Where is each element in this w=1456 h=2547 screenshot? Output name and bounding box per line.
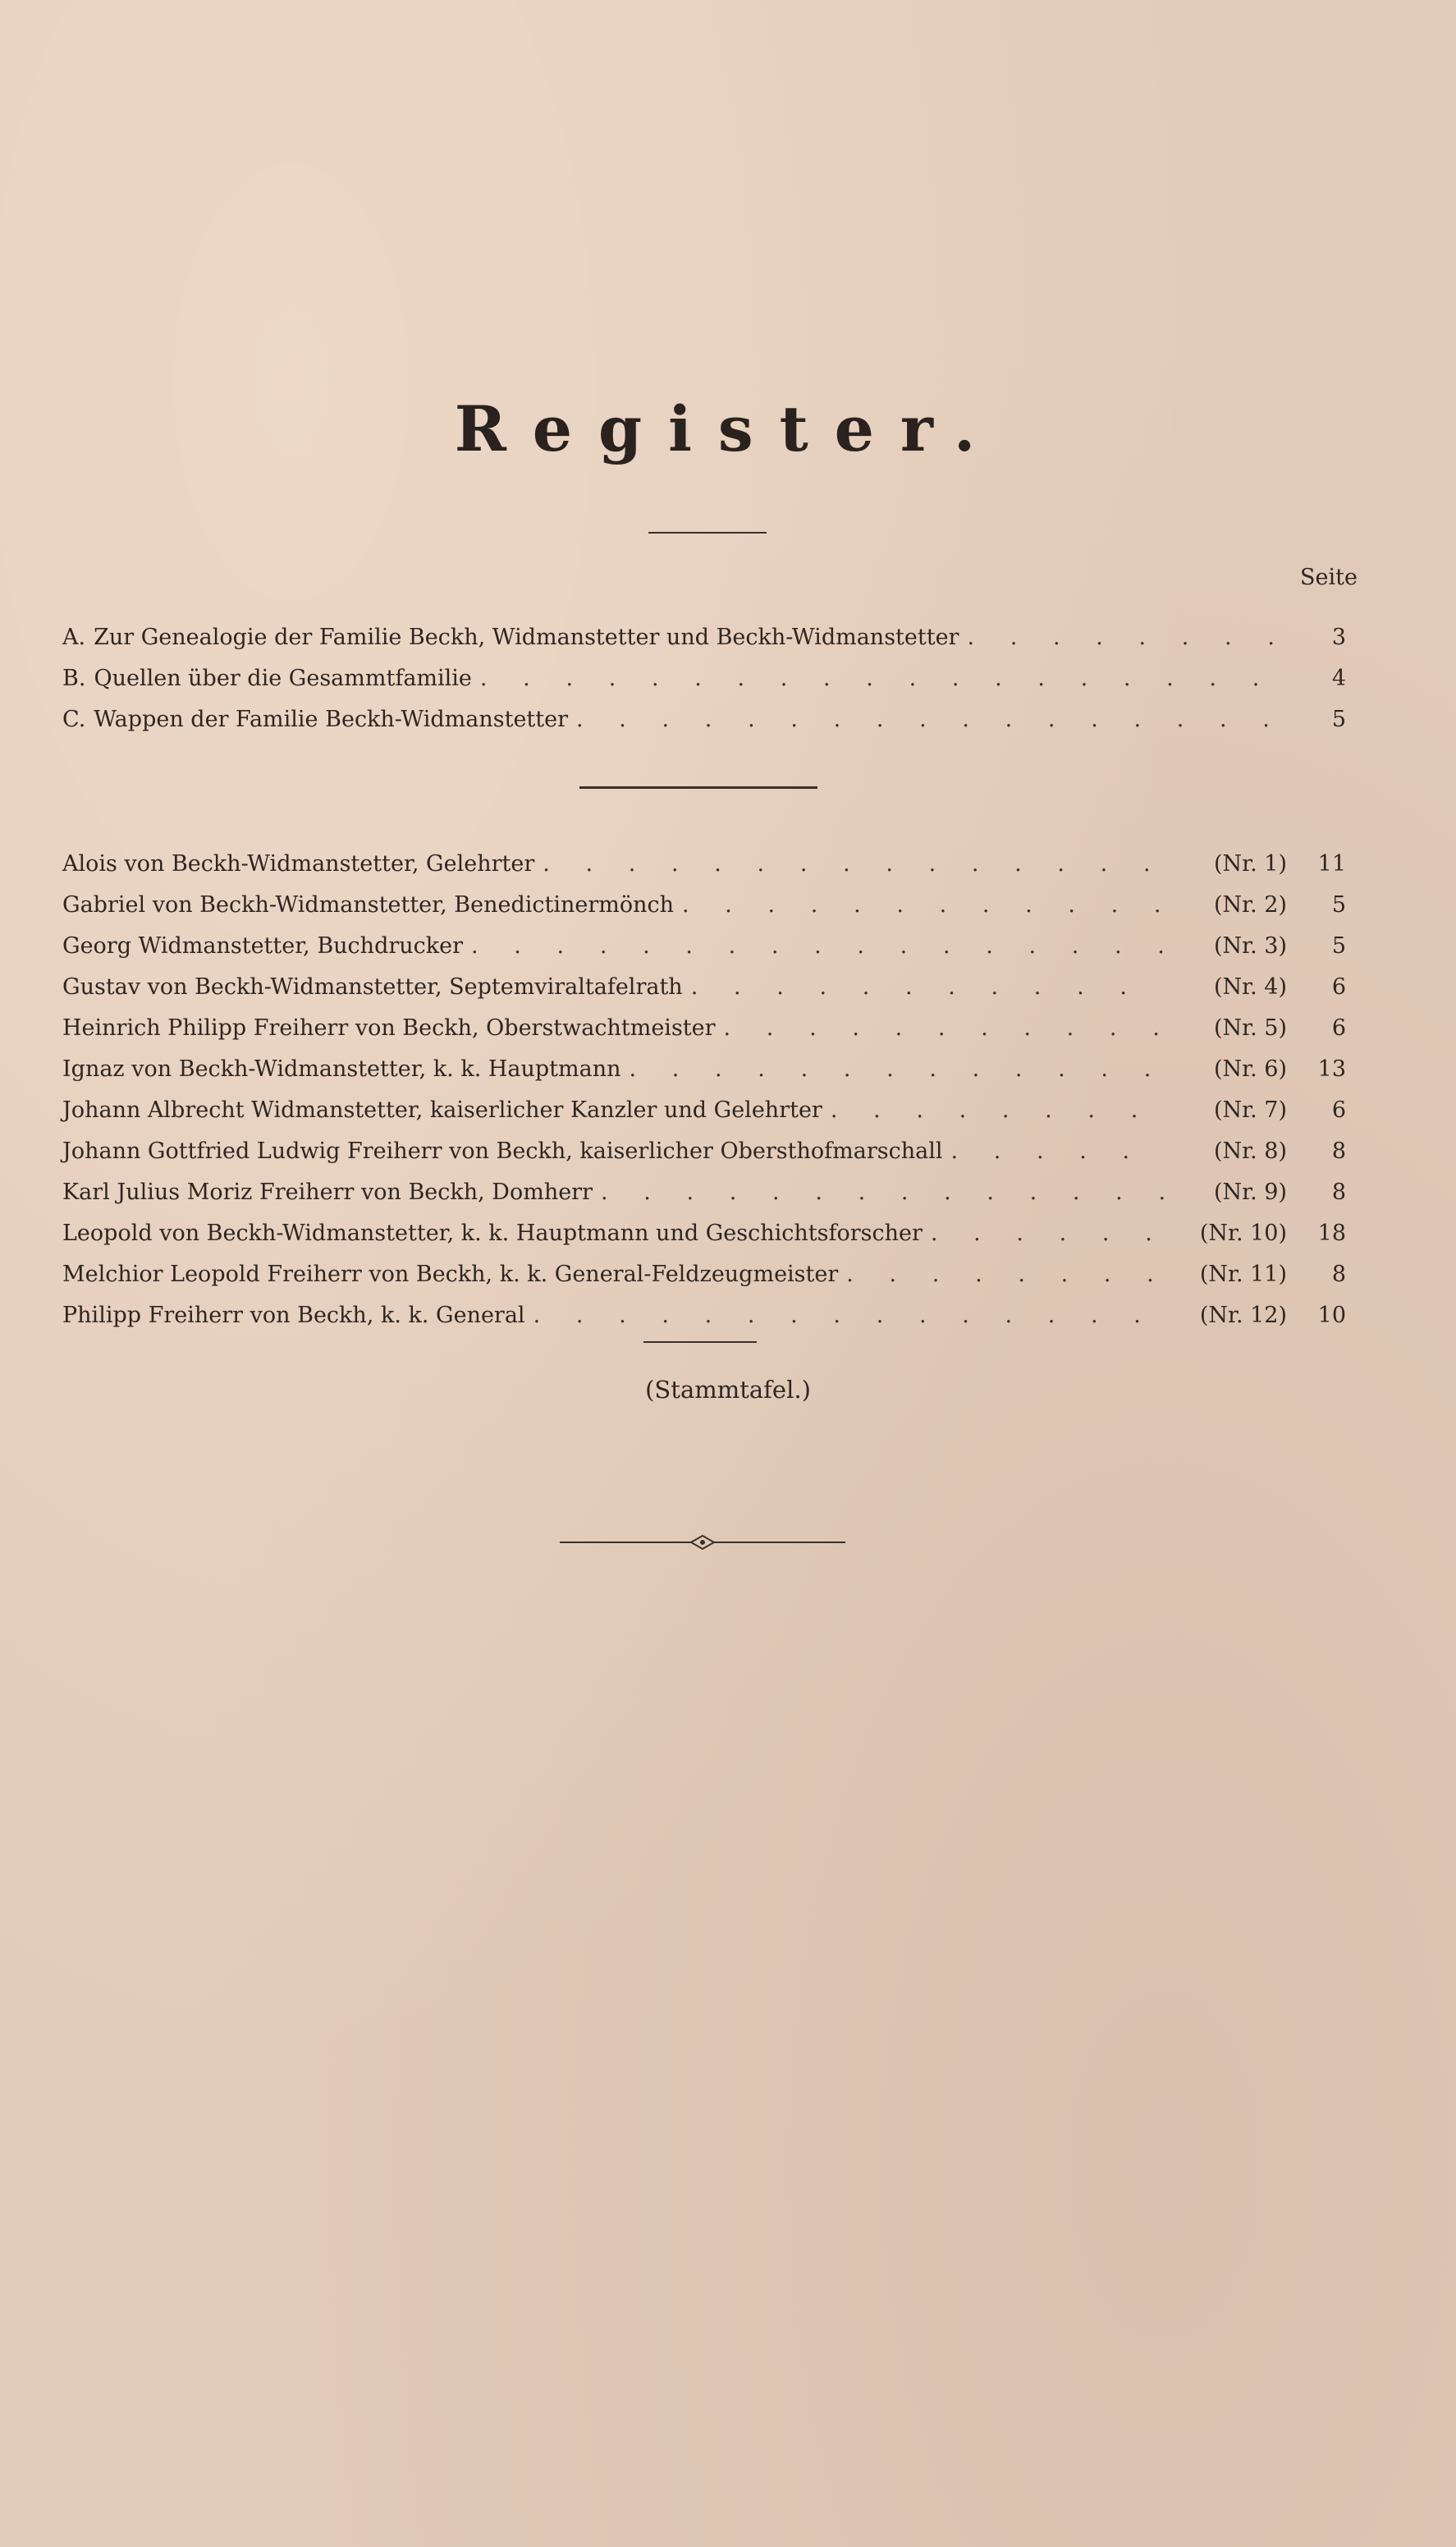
person-page: 13 [1317,1056,1346,1082]
title-divider [648,532,767,534]
person-page: 5 [1331,892,1346,918]
person-number: (Nr. 11) [1199,1262,1287,1287]
person-page: 6 [1331,1015,1346,1041]
page-column-header: Seite [1300,565,1358,590]
person-entry [62,1090,1346,1131]
person-name: Gustav von Beckh-Widmanstetter, Septemviraltafelrath [62,974,683,1000]
person-page: 5 [1331,933,1346,959]
section-entry [62,658,1346,699]
section-letter: C. [62,707,86,732]
leader-dots [846,1254,1164,1295]
person-name: Leopold von Beckh-Widmanstetter, k. k. Hauptmann und Geschichtsforscher [62,1221,923,1246]
person-entry [62,1254,1346,1295]
section-page: 5 [1331,707,1346,732]
person-entry [62,1172,1346,1213]
person-number: (Nr. 4) [1214,974,1287,1000]
person-entry [62,885,1346,926]
person-page: 6 [1331,974,1346,1000]
person-page: 8 [1331,1262,1346,1287]
person-name: Johann Gottfried Ludwig Freiherr von Beckh, kaiserlicher Obersthofmarschall [62,1138,943,1164]
person-page: 8 [1331,1180,1346,1205]
leader-dots [682,885,1164,926]
person-page: 8 [1331,1138,1346,1164]
person-name: Philipp Freiherr von Beckh, k. k. General [62,1303,525,1328]
leader-dots [533,1295,1164,1336]
person-page: 10 [1317,1303,1346,1328]
person-entry [62,844,1346,885]
persons-list [62,844,1346,1336]
person-name: Karl Julius Moriz Freiherr von Beckh, Domherr [62,1180,593,1205]
person-name: Ignaz von Beckh-Widmanstetter, k. k. Hauptmann [62,1056,621,1082]
leader-dots [601,1172,1164,1213]
person-number: (Nr. 5) [1214,1015,1287,1041]
person-number: (Nr. 10) [1199,1221,1287,1246]
section-title: Zur Genealogie der Familie Beckh, Widmanstetter und Beckh-Widmanstetter [94,625,959,650]
person-name: Melchior Leopold Freiherr von Beckh, k. k. General-Feldzeugmeister [62,1262,839,1287]
person-number: (Nr. 7) [1214,1097,1287,1123]
section-letter: B. [62,666,86,691]
person-name: Johann Albrecht Widmanstetter, kaiserlicher Kanzler und Gelehrter [62,1097,822,1123]
person-number: (Nr. 6) [1214,1056,1287,1082]
person-entry [62,1131,1346,1172]
leader-dots [480,658,1279,699]
section-title: Quellen über die Gesammtfamilie [94,666,472,691]
person-entry [62,1213,1346,1254]
sections-list [62,617,1346,740]
person-entry [62,1049,1346,1090]
person-number: (Nr. 12) [1199,1303,1287,1328]
person-number: (Nr. 1) [1214,851,1287,877]
section-entry [62,699,1346,740]
leader-dots [967,617,1279,658]
leader-dots [543,844,1164,885]
person-number: (Nr. 8) [1214,1138,1287,1164]
leader-dots [950,1131,1164,1172]
person-entry [62,967,1346,1008]
person-number: (Nr. 9) [1214,1180,1287,1205]
person-entry [62,1295,1346,1336]
person-number: (Nr. 3) [1214,933,1287,959]
person-number: (Nr. 2) [1214,892,1287,918]
person-name: Heinrich Philipp Freiherr von Beckh, Oberstwachtmeister [62,1015,716,1041]
leader-dots [471,926,1164,967]
section-entry [62,617,1346,658]
person-name: Alois von Beckh-Widmanstetter, Gelehrter [62,851,535,877]
leader-dots [724,1008,1164,1049]
person-page: 11 [1317,851,1346,877]
leader-dots [931,1213,1164,1254]
person-page: 6 [1331,1097,1346,1123]
ornament-divider-icon [560,1532,845,1553]
leader-dots [576,699,1279,740]
section-divider [579,786,817,789]
section-letter: A. [62,625,86,650]
person-page: 18 [1317,1221,1346,1246]
list-end-divider [643,1341,757,1343]
person-entry [62,926,1346,967]
leader-dots [630,1049,1164,1090]
person-name: Gabriel von Beckh-Widmanstetter, Benedictinermönch [62,892,675,918]
leader-dots [691,967,1164,1008]
person-name: Georg Widmanstetter, Buchdrucker [62,933,464,959]
section-title: Wappen der Familie Beckh-Widmanstetter [94,707,569,732]
stammtafel-note: (Stammtafel.) [645,1376,811,1404]
leader-dots [831,1090,1164,1131]
section-page: 3 [1331,625,1346,650]
section-page: 4 [1331,666,1346,691]
page-title: Register. [454,392,1002,465]
person-entry [62,1008,1346,1049]
